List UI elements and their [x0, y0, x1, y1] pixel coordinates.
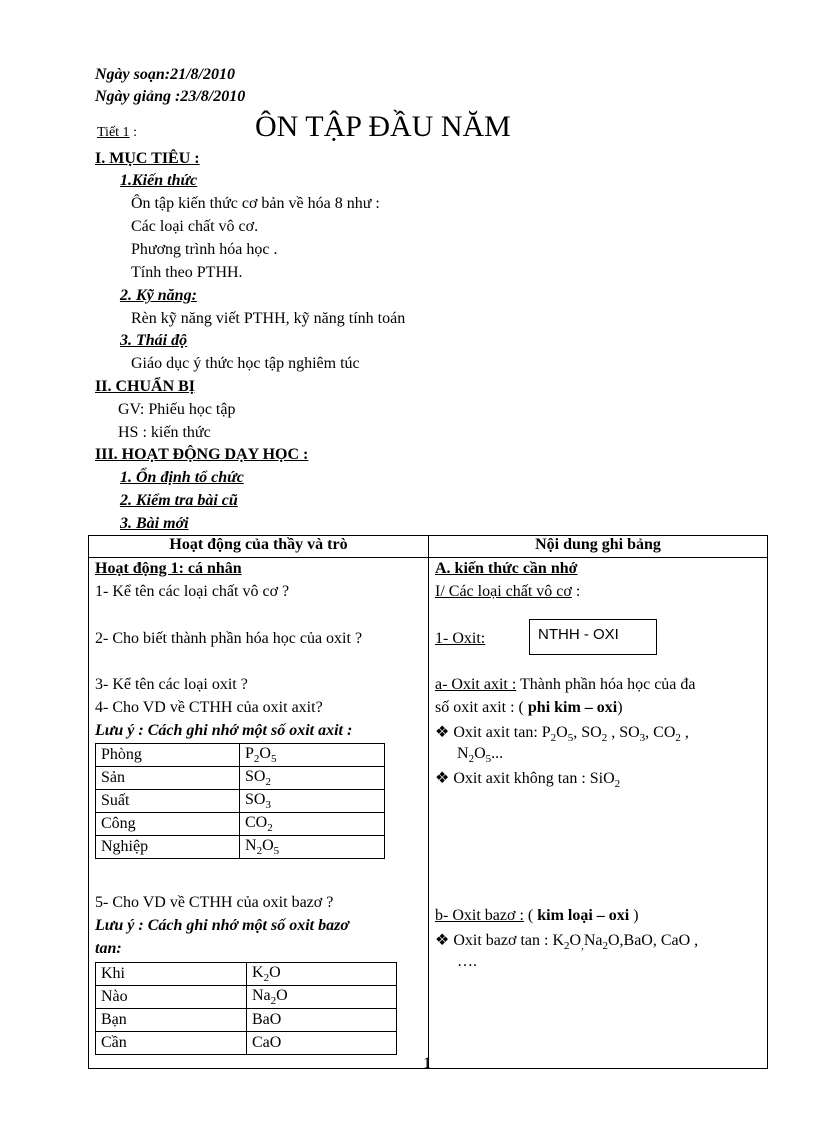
question-5: 5- Cho VD về CTHH của oxit bazơ ? [95, 894, 334, 911]
activity-item-1: 1. Ổn định tổ chức [120, 469, 244, 486]
oxide-label: 1- Oxit: [435, 630, 486, 647]
oxide-formula: CaO [247, 1032, 397, 1055]
knowledge-line-4: Tính theo PTHH. [131, 264, 243, 281]
question-2: 2- Cho biết thành phần hóa học của oxit ? [95, 630, 363, 647]
acid-oxide-line-2: số oxit axit : ( phi kim – oxi) [435, 699, 623, 716]
base-oxide-line: b- Oxit bazơ : ( kim loại – oxi ) [435, 907, 639, 924]
activity-item-3: 3. Bài mới [120, 515, 189, 532]
lesson-label: Tiết 1 [97, 125, 130, 140]
oxide-formula: $N_2O_5$ [240, 836, 385, 859]
oxide-formula: $Na_2O$ [247, 986, 397, 1009]
activity-heading: Hoạt động 1: cá nhân [95, 560, 242, 577]
attitude-line: Giáo dục ý thức học tập nghiêm túc [131, 355, 360, 372]
definition-box: NTHH - OXI [529, 619, 657, 655]
note-base-line-1: Lưu ý : Cách ghi nhớ một số oxit bazơ [95, 917, 349, 934]
acid-oxide-line-1: a- Oxit axit : Thành phần hóa học của đa [435, 676, 696, 693]
knowledge-recap-heading: A. kiến thức cần nhớ [435, 560, 578, 577]
left-column [89, 558, 429, 1069]
oxide-formula: $SO_3$ [240, 790, 385, 813]
prep-student: HS : kiến thức [118, 424, 211, 441]
acid-mnemonic-table [95, 743, 385, 859]
note-base-line-2: tan: [95, 940, 122, 957]
skills-heading: 2. Kỹ năng: [120, 287, 197, 304]
table-row [96, 963, 397, 986]
table-row [96, 986, 397, 1009]
prep-teacher: GV: Phiếu học tập [118, 401, 236, 418]
mnemonic-word: Nghiệp [96, 836, 240, 859]
oxide-formula: BaO [247, 1009, 397, 1032]
page-number: 1 [423, 1055, 431, 1072]
base-oxide-ellipsis: …. [457, 953, 477, 970]
question-3: 3- Kể tên các loại oxit ? [95, 676, 248, 693]
col1-header: Hoạt động của thầy và trò [89, 536, 429, 558]
knowledge-line-2: Các loại chất vô cơ. [131, 218, 259, 235]
question-4: 4- Cho VD về CTHH của oxit axit? [95, 699, 323, 716]
question-1: 1- Kể tên các loại chất vô cơ ? [95, 583, 290, 600]
knowledge-heading: 1.Kiến thức [120, 172, 198, 189]
table-row [96, 836, 385, 859]
table-row [96, 767, 385, 790]
section-heading-objectives: I. MỤC TIÊU : [95, 150, 200, 167]
table-row [96, 1032, 397, 1055]
oxide-formula: $K_2O$ [247, 963, 397, 986]
knowledge-line-3: Phương trình hóa học . [131, 241, 278, 258]
mnemonic-word: Sản [96, 767, 240, 790]
mnemonic-word: Bạn [96, 1009, 247, 1032]
table-row [96, 790, 385, 813]
attitude-heading: 3. Thái độ [120, 332, 188, 349]
inorganic-subheading: I/ Các loại chất vô cơ : [435, 583, 581, 600]
oxide-formula: $CO_2$ [240, 813, 385, 836]
mnemonic-word: Nào [96, 986, 247, 1009]
page-title: ÔN TẬP ĐẦU NĂM [255, 110, 511, 143]
skills-line: Rèn kỹ năng viết PTHH, kỹ năng tính toán [131, 310, 406, 327]
right-column [429, 558, 768, 1069]
knowledge-line-1: Ôn tập kiến thức cơ bản về hóa 8 như : [131, 195, 380, 212]
acid-oxide-bullet-1-cont: $N_2O_5$... [457, 745, 504, 766]
section-heading-preparation: II. CHUẨN BỊ [95, 378, 196, 395]
base-mnemonic-table [95, 962, 397, 1055]
table-row [96, 1009, 397, 1032]
acid-oxide-bullet-2: ❖ Oxit axit không tan : SiO$_2$ [435, 770, 621, 791]
table-row [96, 813, 385, 836]
date-prepared: Ngày soạn:21/8/2010 [95, 66, 235, 83]
mnemonic-word: Khi [96, 963, 247, 986]
table-row [96, 744, 385, 767]
mnemonic-word: Cần [96, 1032, 247, 1055]
col2-header: Nội dung ghi bảng [429, 536, 768, 558]
lesson-table [88, 535, 768, 1069]
base-oxide-bullet: ❖ Oxit bazơ tan : $K_2O_,Na_2O,BaO$, CaO , [435, 932, 699, 953]
mnemonic-word: Phòng [96, 744, 240, 767]
oxide-formula: $SO_2$ [240, 767, 385, 790]
mnemonic-word: Công [96, 813, 240, 836]
lesson-colon: : [133, 125, 137, 140]
mnemonic-word: Suất [96, 790, 240, 813]
activity-item-2: 2. Kiểm tra bài cũ [120, 492, 238, 509]
date-taught: Ngày giảng :23/8/2010 [95, 88, 246, 105]
section-heading-activities: III. HOẠT ĐỘNG DẠY HỌC : [95, 446, 309, 463]
note-acid: Lưu ý : Cách ghi nhớ một số oxit axit : [95, 722, 353, 739]
acid-oxide-bullet-1: ❖ Oxit axit tan: $P_2O_5$, $SO_2$ , $SO_3$, $CO_2$ , [435, 724, 689, 745]
lesson-number [97, 125, 137, 141]
oxide-formula: $P_2O_5$ [240, 744, 385, 767]
